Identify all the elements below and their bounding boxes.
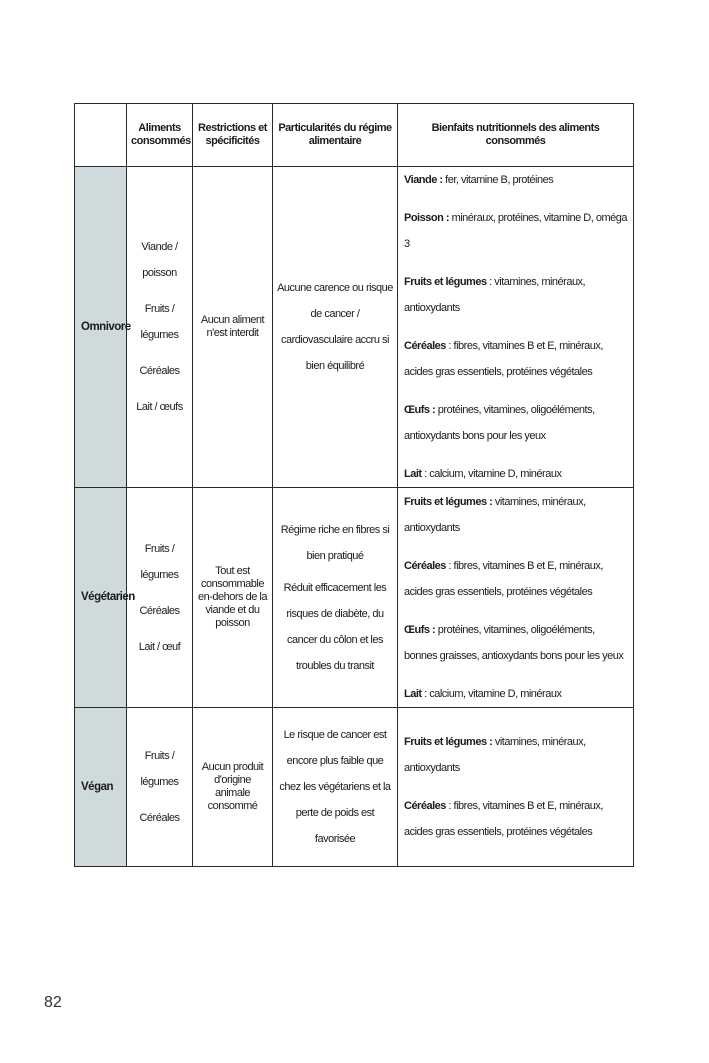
benefit-item — [404, 397, 627, 449]
restrictions-cell-omnivore: Aucun aliment n'est interdit — [193, 167, 273, 488]
particularities-cell-vegan — [273, 708, 398, 867]
benefit-key: Céréales — [404, 800, 446, 812]
particularity-text: Aucune carence ou risque de cancer / cardiovasculaire accru si bien équilibré — [277, 282, 393, 372]
benefit-item — [404, 729, 627, 781]
food-item: Lait / œufs — [136, 401, 183, 413]
benefit-text: vitamines, minéraux, antioxydants — [404, 736, 586, 774]
food-item: Fruits / légumes — [140, 750, 179, 788]
food-item: Céréales — [139, 812, 180, 824]
benefit-item — [404, 205, 627, 257]
particularities-cell-omnivore — [273, 167, 398, 488]
particularities-cell-vegetarian — [273, 488, 398, 708]
particularity-text: Réduit efficacement les risques de diabète, du cancer du côlon et les troubles du transit — [283, 581, 387, 672]
benefit-key: Lait — [404, 687, 422, 700]
foods-cell-omnivore — [127, 167, 193, 488]
benefit-text: : fibres, vitamines B et E, minéraux, acides gras essentiels, protéines végétales — [404, 800, 603, 838]
food-item: Fruits / légumes — [140, 303, 179, 341]
benefit-key: Céréales — [404, 340, 446, 352]
benefit-key: Céréales — [404, 559, 446, 572]
food-item: Céréales — [139, 604, 180, 617]
benefit-text: : fibres, vitamines B et E, minéraux, acides gras essentiels, protéines végétales — [404, 559, 603, 598]
benefit-item — [404, 617, 627, 669]
benefit-key: Lait — [404, 468, 422, 480]
table-row-vegan — [75, 708, 634, 867]
particularity-text: Le risque de cancer est encore plus faible que chez les végétariens et la perte de poids est favorisée — [279, 729, 391, 845]
benefit-text: : calcium, vitamine D, minéraux — [421, 687, 562, 700]
restrictions-cell-vegetarian: Tout est consommable en-dehors de la viande et du poisson — [193, 488, 273, 708]
food-item: Lait / œuf — [138, 640, 181, 653]
food-item: Viande / poisson — [141, 241, 178, 279]
benefit-key: Viande : — [404, 174, 443, 186]
foods-cell-vegan — [127, 708, 193, 867]
row-label-vegetarian: Végétarien — [75, 488, 127, 708]
benefits-cell-vegan — [398, 708, 634, 867]
row-label-vegan: Végan — [75, 708, 127, 867]
benefit-key: Fruits et légumes — [404, 276, 487, 288]
benefit-item — [404, 681, 627, 707]
header-particularities: Particularités du régime alimentaire — [273, 104, 398, 167]
benefit-item — [404, 793, 627, 845]
benefit-item — [404, 167, 627, 193]
benefit-text: : calcium, vitamine D, minéraux — [421, 468, 562, 480]
header-restrictions: Restrictions et spécificités — [193, 104, 273, 167]
benefit-item — [404, 553, 627, 605]
page-number: 82 — [44, 994, 62, 1011]
foods-cell-vegetarian — [127, 488, 193, 708]
row-label-omnivore: Omnivore — [75, 167, 127, 488]
header-benefits: Bienfaits nutritionnels des aliments consommés — [398, 104, 634, 167]
particularity-text: Régime riche en fibres si bien pratiqué — [280, 523, 390, 562]
benefits-cell-omnivore — [398, 167, 634, 488]
benefit-item — [404, 269, 627, 321]
benefit-key: Œufs : — [404, 404, 436, 416]
benefit-text: protéines, vitamines, oligoéléments, antioxydants bons pour les yeux — [404, 404, 595, 442]
benefit-key: Fruits et légumes : — [404, 495, 493, 508]
benefit-item — [404, 333, 627, 385]
table-row-vegetarian — [75, 488, 634, 708]
benefit-key: Fruits et légumes : — [404, 736, 493, 748]
benefit-text: minéraux, protéines, vitamine D, oméga 3 — [404, 212, 627, 250]
diet-comparison-table — [74, 103, 634, 867]
food-item: Fruits / légumes — [140, 542, 179, 581]
restrictions-cell-vegan: Aucun produit d'origine animale consommé — [193, 708, 273, 867]
benefits-cell-vegetarian — [398, 488, 634, 708]
benefit-item — [404, 489, 627, 541]
benefit-key: Poisson : — [404, 212, 450, 224]
benefit-text: protéines, vitamines, oligoéléments, bonnes graisses, antioxydants bons pour les yeux — [404, 623, 624, 662]
benefit-text: fer, vitamine B, protéines — [442, 174, 554, 186]
header-corner-cell — [75, 104, 127, 167]
benefit-text: vitamines, minéraux, antioxydants — [404, 495, 586, 534]
table-row-omnivore — [75, 167, 634, 488]
benefit-text: : fibres, vitamines B et E, minéraux, acides gras essentiels, protéines végétales — [404, 340, 603, 378]
benefit-key: Œufs : — [404, 623, 436, 636]
header-foods: Aliments consommés — [127, 104, 193, 167]
benefit-item — [404, 461, 627, 487]
benefit-text: : vitamines, minéraux, antioxydants — [404, 276, 586, 314]
food-item: Céréales — [139, 365, 180, 377]
header-row — [75, 104, 634, 167]
